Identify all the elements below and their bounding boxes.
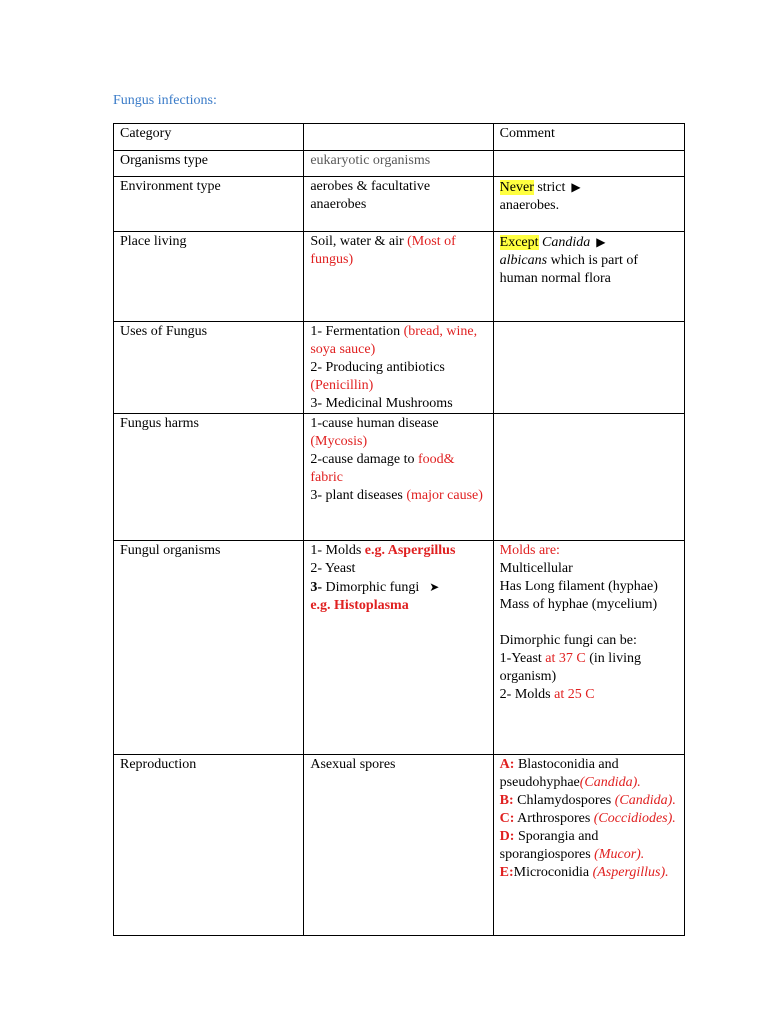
highlight-except: Except [499,235,539,250]
table-header-row [114,124,685,151]
page-title: Fungus infections: [113,93,217,108]
item-key: D: [499,829,515,844]
item-text: Microconidia [513,865,593,880]
row-value: Asexual spores [304,755,493,936]
value-text: Soil, water & air [310,234,408,249]
table-row [114,322,685,414]
row-label: Organisms type [114,151,304,177]
table-row [114,755,685,936]
comment-red: at 37 C [545,651,586,666]
comment-text: 1-Yeast [499,651,546,666]
row-label: Place living [114,232,304,322]
item-text: Sporangia and sporangiospores [499,829,599,862]
list-item: 3- plant diseases [310,488,407,503]
item-red [580,775,641,790]
row-label: Uses of Fungus [114,322,304,414]
spacer [500,614,678,632]
row-label: Fungus harms [114,414,304,541]
list-item: 1-cause human disease [310,416,439,431]
row-value [304,414,493,541]
item-key: B: [499,793,514,808]
item-text: Arthrospores [514,811,594,826]
item-red [615,793,676,808]
row-comment [493,177,684,232]
table-row [114,177,685,232]
item-red [594,847,644,862]
header-col2 [304,124,493,151]
comment-text: strict [533,180,566,195]
comment-text: Dimorphic fungi can be: [499,633,637,648]
row-comment [493,151,684,177]
row-value [304,232,493,322]
comment-italic: albicans [499,253,548,268]
list-item-red: (Penicillin) [310,378,374,393]
row-comment [493,322,684,414]
list-item-red: (bread, wine, soya sauce) [310,324,478,357]
row-comment [493,755,684,936]
list-item: Dimorphic fungi [322,580,420,595]
item-red-italic: (Candida). [579,775,641,790]
item-text: Blastoconidia and pseudohyphae [499,757,619,790]
header-comment: Comment [493,124,684,151]
comment-text: anaerobes. [499,198,560,213]
list-item: 1- Fermentation [310,324,404,339]
comment-text: (in living organism) [499,651,641,684]
item-key: A: [499,757,515,772]
list-item-red: e.g. Histoplasma [310,598,409,613]
item-key: E: [499,865,514,880]
item-red-italic: (Aspergillus). [592,865,669,880]
item-red-italic: (Candida). [614,793,676,808]
list-item-red: food& fabric [310,452,455,485]
header-category: Category [114,124,304,151]
row-label: Fungul organisms [114,541,304,755]
row-comment [493,414,684,541]
arrowhead-right-icon: ➤ [429,580,440,594]
list-item-red: (major cause) [406,488,483,503]
row-label: Environment type [114,177,304,232]
comment-text: which is part of human normal flora [499,253,639,286]
triangle-right-icon: ▶ [596,235,606,249]
comment-text: Has Long filament (hyphae) [499,579,658,594]
table-row [114,232,685,322]
row-value [304,541,493,755]
row-value [304,322,493,414]
row-value: aerobes & facultative anaerobes [304,177,493,232]
table-row [114,541,685,755]
comment-red: Molds are: [499,543,560,558]
row-comment [493,232,684,322]
value-red-text: (Most of fungus) [310,234,456,267]
comment-red: at 25 C [554,687,595,702]
comment-text: Mass of hyphae (mycelium) [499,597,658,612]
item-red [594,811,676,826]
list-item: 1- Molds [310,543,365,558]
table-row [114,151,685,177]
list-item: 3- Medicinal Mushrooms [310,396,453,411]
triangle-right-icon: ▶ [571,180,581,194]
comment-text: 2- Molds [499,687,555,702]
comment-text: Multicellular [499,561,573,576]
list-item-number: 3- [310,580,322,595]
highlight-never: Never [499,180,534,195]
comment-italic: Candida [538,235,591,250]
item-red-italic: (Coccidiodes). [593,811,676,826]
item-key: C: [499,811,515,826]
list-item: 2- Producing antibiotics [310,360,445,375]
table-row [114,414,685,541]
item-text: Chlamydospores [513,793,615,808]
list-item-red: e.g. Aspergillus [364,543,456,558]
row-label: Reproduction [114,755,304,936]
list-item-red: (Mycosis) [310,434,368,449]
list-item: 2- Yeast [310,561,356,576]
item-red-italic: (Mucor). [594,847,645,862]
item-red [593,865,669,880]
fungus-table [113,123,685,936]
row-comment [493,541,684,755]
row-value: eukaryotic organisms [304,151,493,177]
list-item: 2-cause damage to [310,452,419,467]
